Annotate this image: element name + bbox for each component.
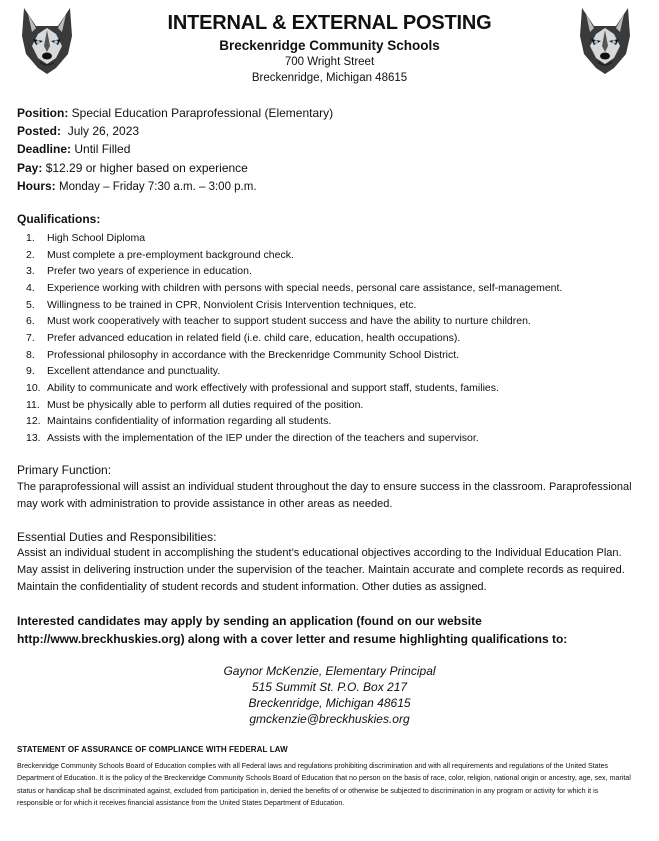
hours-row <box>17 177 333 196</box>
list-item: 4. Experience working with children with persons with special needs, personal care assistance, self-management. <box>26 281 563 294</box>
list-item: 9. Excellent attendance and punctuality. <box>26 365 221 378</box>
list-item: 11. Must be physically able to perform all duties required of the position. <box>26 398 364 411</box>
primary-function-title: Primary Function: <box>17 463 112 477</box>
deadline-label: Deadline: <box>17 142 72 157</box>
primary-function-text: The paraprofessional will assist an individual student throughout the day to ensure success in the classroom. Paraprofessional may work with administration to provide assistance in other areas as needed. <box>17 481 632 510</box>
district-name: Breckenridge Community Schools <box>219 38 440 53</box>
job-info <box>17 104 333 196</box>
hours-value: Monday – Friday 7:30 a.m. – 3:00 p.m. <box>59 180 257 193</box>
contact-block <box>0 663 659 727</box>
hours-label: Hours: <box>17 178 56 193</box>
posted-label: Posted: <box>17 124 62 139</box>
pay-label: Pay: <box>17 160 43 175</box>
deadline-value: Until Filled <box>74 142 131 157</box>
essential-duties-title: Essential Duties and Responsibilities: <box>17 530 217 544</box>
posting-title: INTERNAL & EXTERNAL POSTING <box>167 12 492 34</box>
district-street: 700 Wright Street <box>284 56 375 68</box>
qualifications-title: Qualifications: <box>17 212 101 226</box>
apply-instructions: Interested candidates may apply by sending an application (found on our website http://www.breckhuskies.org) along with a cover letter and resume highlighting qualifications to: <box>17 614 568 646</box>
list-item: 3. Prefer two years of experience in education. <box>26 265 252 278</box>
list-item: 7. Prefer advanced education in related field (i.e. child care, education, health occupations). <box>26 331 461 344</box>
pay-row <box>17 159 333 177</box>
list-item: 12. Maintains confidentiality of information regarding all students. <box>26 415 332 428</box>
position-value: Special Education Paraprofessional (Elementary) <box>71 106 334 120</box>
compliance-statement-text: Breckenridge Community Schools Board of Education complies with all Federal laws and regulations prohibiting discrimination and with all requirements and regulations of the United States Department of Education. It is the policy of the Breckenridge Community Schools Board of Education that no person on the basis of race, color, religion, national origin or ancestry, age, sex, marital status or handicap shall be discriminated against, excluded from participation in, denied the benefits of or otherwise be subjected to discrimination in any program or activity for which it is responsible or for which it receives financial assistance from the United States Department of Education. <box>17 762 631 807</box>
position-label: Position: <box>17 106 69 120</box>
district-city: Breckenridge, Michigan 48615 <box>251 72 408 84</box>
list-item: 13. Assists with the implementation of the IEP under the direction of the teachers and supervisor. <box>26 431 479 444</box>
posting-header <box>0 10 659 86</box>
posted-row <box>17 122 333 140</box>
list-item: 2. Must complete a pre-employment background check. <box>26 248 294 261</box>
contact-name: Gaynor McKenzie, Elementary Principal <box>223 664 436 678</box>
position-row <box>17 104 333 122</box>
posted-value: July 26, 2023 <box>67 124 140 139</box>
list-item: 6. Must work cooperatively with teacher to support student success and have the ability to nurture children. <box>26 315 531 328</box>
contact-address: 515 Summit St. P.O. Box 217 <box>251 680 408 694</box>
essential-duties-text: Assist an individual student in accomplishing the student’s educational objectives according to the Individual Education Plan. May assist in delivering instruction under the supervision of the teacher. Maintain accurate and complete records as required. Maintain the confidentiality of student records and student information. Other duties as assigned. <box>17 547 625 593</box>
qualifications-list <box>26 230 562 447</box>
list-item: 1. High School Diploma <box>26 232 146 244</box>
deadline-row <box>17 140 333 158</box>
contact-email[interactable]: gmckenzie@breckhuskies.org <box>249 712 410 726</box>
list-item: 10. Ability to communicate and work effectively with professional and support staff, students, families. <box>26 381 499 394</box>
pay-value: $12.29 or higher based on experience <box>45 160 248 175</box>
compliance-statement-title: STATEMENT OF ASSURANCE OF COMPLIANCE WITH FEDERAL LAW <box>17 745 288 754</box>
contact-city: Breckenridge, Michigan 48615 <box>248 696 411 710</box>
list-item: 5. Willingness to be trained in CPR, Nonviolent Crisis Intervention techniques, etc. <box>26 298 417 311</box>
list-item: 8. Professional philosophy in accordance with the Breckenridge Community School District. <box>26 348 460 361</box>
